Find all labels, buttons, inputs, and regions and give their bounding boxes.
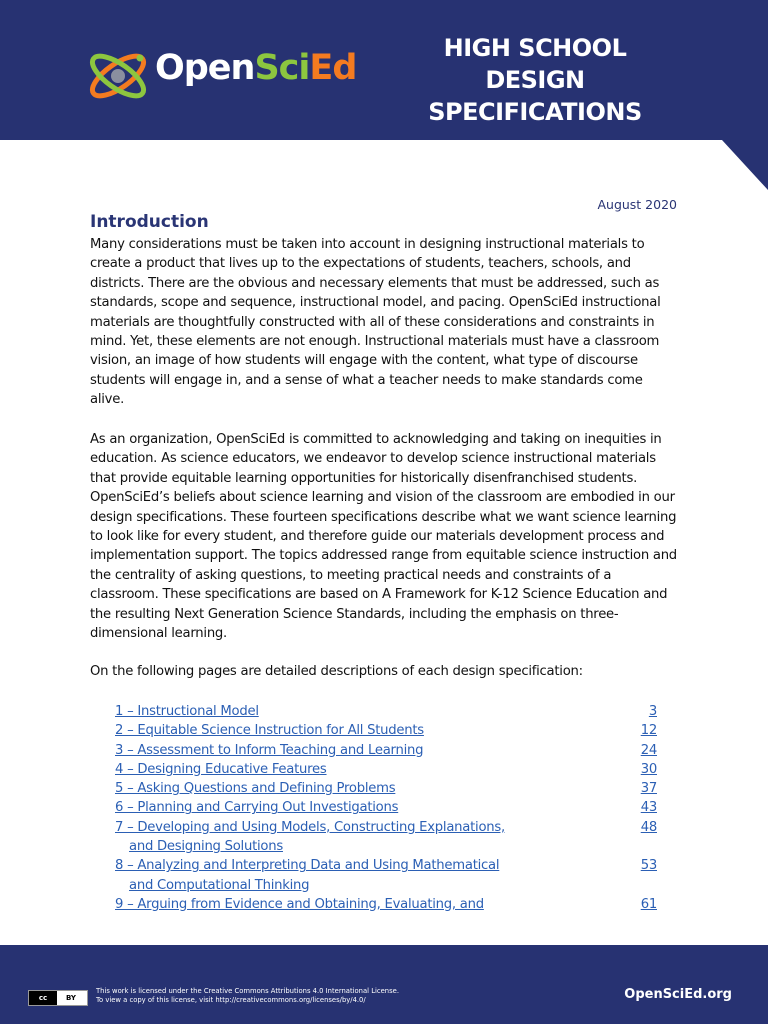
toc-item[interactable] [115,798,657,817]
intro-paragraph-3: On the following pages are detailed descriptions of each design specification: [90,664,583,679]
openscied-logo [82,38,357,108]
toc-page-link[interactable]: 3 [648,704,657,719]
toc-link[interactable]: 2 – Equitable Science Instruction for All Students [115,723,424,739]
toc-page-link[interactable]: 43 [640,800,657,816]
intro-paragraph-1: Many considerations must be taken into account in designing instructional materials to create a product that lives up to the expectations of students, teachers, schools, and districts. There are the obvious and necessary elements that must be addressed, such as standards, scope and sequence, instructional model, and pacing. OpenSciEd instructional materials are thoughtfully constructed with all of these considerations and constraints in mind. Yet, these elements are not enough. Instructional materials must have a classroom vision, an image of how students will engage with the content, what type of discourse students will engage in, and a sense of what a teacher needs to make standards come alive. [90,237,661,408]
toc-item[interactable] [115,818,657,857]
document-title [380,32,690,128]
title-line-2: DESIGN SPECIFICATIONS [428,66,642,126]
toc-page-link[interactable]: 24 [640,742,657,758]
toc-link[interactable]: 8 – Analyzing and Interpreting Data and Using Mathematical and Computational Thinking [115,858,500,893]
toc-item[interactable] [115,721,657,740]
toc-page-link[interactable]: 12 [640,723,657,739]
toc-link[interactable]: 9 – Arguing from Evidence and Obtaining, Evaluating, and [115,896,484,912]
toc-item[interactable] [115,702,657,721]
toc-link[interactable]: 4 – Designing Educative Features [115,761,327,777]
logo-wordmark: OpenSciEd [155,48,357,88]
website-link[interactable]: OpenSciEd.org [624,987,732,1002]
toc-item[interactable] [115,856,657,895]
atom-icon [82,38,154,110]
table-of-contents [115,702,657,914]
toc-link[interactable]: 1 – Instructional Model [115,704,259,719]
document-date: August 2020 [597,197,677,212]
toc-item[interactable] [115,760,657,779]
license-text: This work is licensed under the Creative Commons Attributions 4.0 International License. To view a copy of this license, visit http://creativecommons.org/licenses/by/4.0/ [96,987,399,1004]
intro-paragraph-2: As an organization, OpenSciEd is committed to acknowledging and taking on inequities in education. As science educators, we endeavor to develop science instructional materials that provide equitable learning opportunities for historically disenfranchised students. OpenSciEd’s beliefs about science learning and vision of the classroom are embodied in our design specifications. These fourteen specifications describe what we want science learning to look like for every student, and therefore guide our materials development process and implementation support. The topics addressed range from equitable science instruction and the centrality of asking questions, to meeting practical needs and constraints of a classroom. These specifications are based on A Framework for K-12 Science Education and the resulting Next Generation Science Standards, including the emphasis on three-dimensional learning. [90,432,677,642]
toc-link[interactable]: 3 – Assessment to Inform Teaching and Learning [115,742,424,758]
toc-link[interactable]: 6 – Planning and Carrying Out Investigations [115,800,399,816]
toc-page-link[interactable]: 48 [640,819,657,835]
creative-commons-badge: cc BY [28,990,88,1006]
toc-item[interactable] [115,895,657,914]
header-corner-decoration [722,140,768,190]
toc-page-link[interactable]: 30 [640,761,657,777]
toc-item[interactable] [115,741,657,760]
page-header [0,0,768,140]
section-heading: Introduction [90,212,209,232]
toc-page-link[interactable]: 61 [640,896,657,912]
toc-link[interactable]: 5 – Asking Questions and Defining Problems [115,781,396,797]
toc-link[interactable]: 7 – Developing and Using Models, Constructing Explanations, and Designing Solutions [115,819,505,855]
toc-page-link[interactable]: 37 [640,781,657,797]
page-footer [0,945,768,1024]
toc-page-link[interactable]: 53 [640,858,657,874]
title-line-1: HIGH SCHOOL [443,34,627,62]
toc-item[interactable] [115,779,657,798]
